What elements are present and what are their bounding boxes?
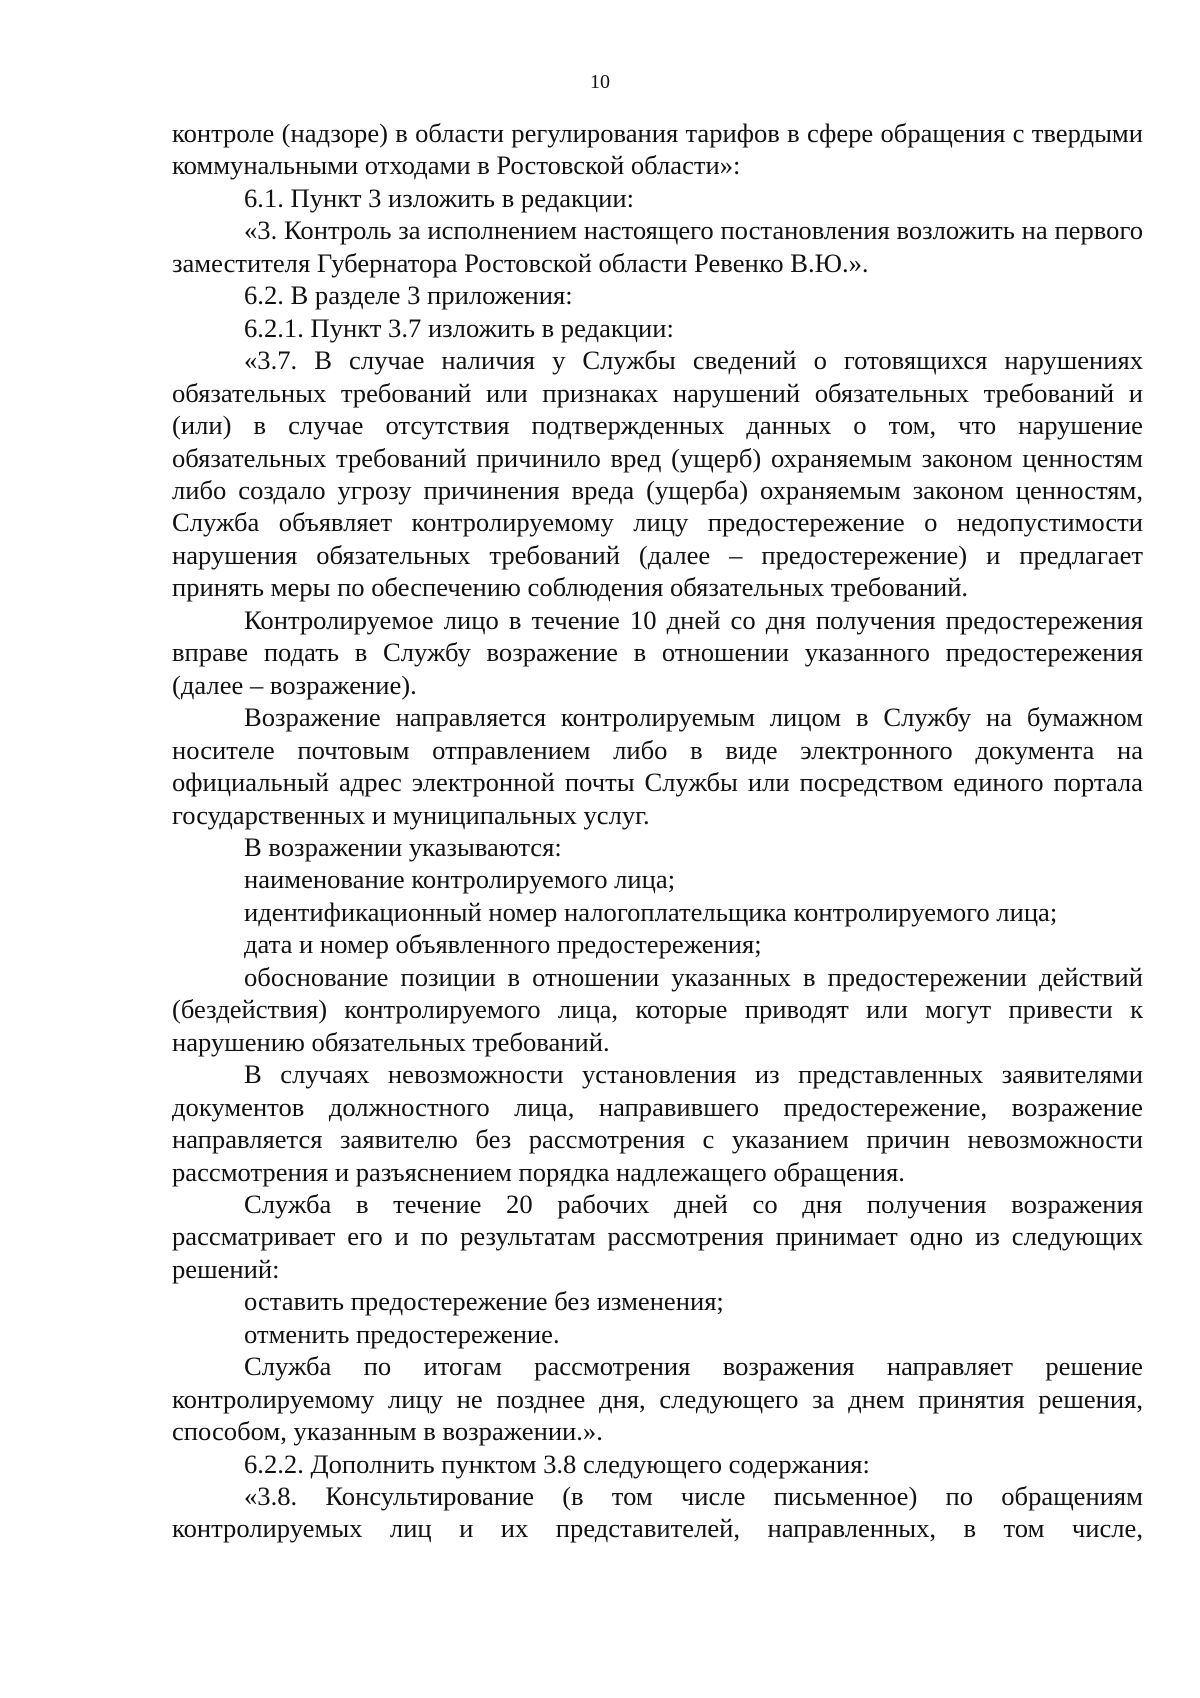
list-item-date-number: дата и номер объявленного предостережения; <box>244 929 762 960</box>
paragraph-6-2-1: 6.2.1. Пункт 3.7 изложить в редакции: <box>244 312 674 343</box>
paragraph-clause-3: «3. Контроль за исполнением настоящего постановления возложить на первого заместителя Губернатора Ростовской области Ревенко В.Ю.». <box>172 215 1143 278</box>
paragraph-clause-3-7: «3.7. В случае наличия у Службы сведений о готовящихся нарушениях обязательных требований или признаках нарушений обязательных требований и (или) в случае отсутствия подтвержденных данных о том, что нарушение обязательных требований причинило вред (ущерб) охраняемым законом ценностям либо создало угрозу причинения вреда (ущерба) охраняемым законом ценностям, Служба объявляет контролируемому лицу предостережение о недопустимости нарушения обязательных требований (далее – предостережение) и предлагает принять меры по обеспечению соблюдения обязательных требований. <box>172 345 1143 603</box>
paragraph-6-2: 6.2. В разделе 3 приложения: <box>244 280 573 311</box>
paragraph-6-1: 6.1. Пункт 3 изложить в редакции: <box>244 182 634 213</box>
paragraph-objection-right: Контролируемое лицо в течение 10 дней со дня получения предостережения вправе подать в Службу возражение в отношении указанного предостережения (далее – возражение). <box>172 604 1143 700</box>
list-item-inn: идентификационный номер налогоплательщика контролируемого лица; <box>244 896 1058 927</box>
document-body <box>172 117 1143 1545</box>
list-item-justification: обоснование позиции в отношении указанных в предостережении действий (бездействия) контролируемого лица, которые приводят или могут привести к нарушению обязательных требований. <box>172 961 1143 1057</box>
paragraph-decision-delivery: Служба по итогам рассмотрения возражения направляет решение контролируемому лицу не позднее дня, следующего за днем принятия решения, способом, указанным в возражении.». <box>172 1351 1143 1447</box>
paragraph-review-period: Служба в течение 20 рабочих дней со дня получения возражения рассматривает его и по результатам рассмотрения принимает одно из следующих решений: <box>172 1188 1143 1284</box>
paragraph-clause-3-8: «3.8. Консультирование (в том числе письменное) по обращениям контролируемых лиц и их представителей, направленных, в том числе, <box>172 1481 1143 1544</box>
paragraph-6-2-2: 6.2.2. Дополнить пунктом 3.8 следующего содержания: <box>244 1448 870 1479</box>
list-item-keep-warning: оставить предостережение без изменения; <box>244 1286 724 1317</box>
paragraph-objection-delivery: Возражение направляется контролируемым лицом в Службу на бумажном носителе почтовым отправлением либо в виде электронного документа на официальный адрес электронной почты Службы или посредством единого портала государственных и муниципальных услуг. <box>172 702 1143 830</box>
page-number: 10 <box>590 71 610 93</box>
paragraph-objection-contents-heading: В возражении указываются: <box>244 831 562 862</box>
paragraph-intro-continuation: контроле (надзоре) в области регулирования тарифов в сфере обращения с твердыми коммунальными отходами в Ростовской области»: <box>172 118 1143 181</box>
list-item-name: наименование контролируемого лица; <box>244 864 676 895</box>
list-item-cancel-warning: отменить предостережение. <box>244 1318 560 1349</box>
paragraph-impossibility: В случаях невозможности установления из представленных заявителями документов должностного лица, направившего предостережение, возражение направляется заявителю без рассмотрения с указанием причин невозможности рассмотрения и разъяснением порядка надлежащего обращения. <box>172 1059 1143 1187</box>
